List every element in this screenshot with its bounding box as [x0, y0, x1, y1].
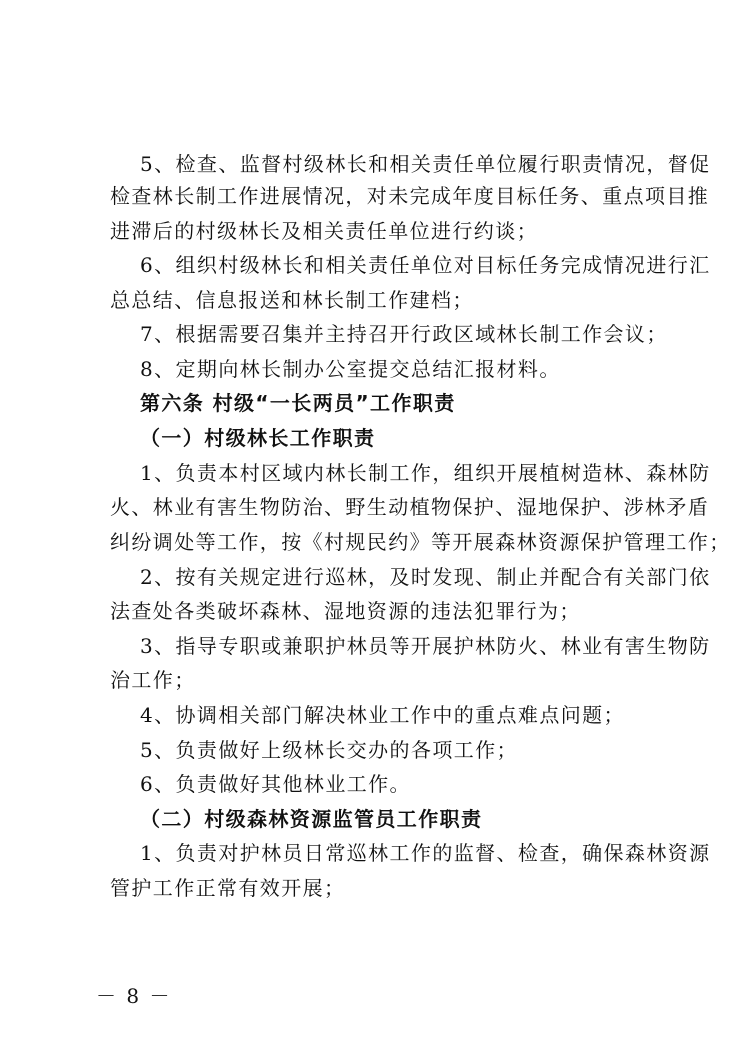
paragraph-line: 5、检查、监督村级林长和相关责任单位履行职责情况，督促	[140, 152, 711, 176]
paragraph-line: 1、负责对护林员日常巡林工作的监督、检查，确保森林资源	[140, 841, 711, 865]
paragraph-line: 检查林长制工作进展情况，对未完成年度目标任务、重点项目推	[110, 184, 710, 208]
paragraph-line: 3、指导专职或兼职护林员等开展护林防火、林业有害生物防	[140, 634, 711, 658]
paragraph-line: 治工作；	[110, 668, 196, 692]
paragraph-line: 法查处各类破坏森林、湿地资源的违法犯罪行为；	[110, 599, 581, 623]
paragraph-line: 进滞后的村级林长及相关责任单位进行约谈；	[110, 219, 538, 243]
paragraph-line: 纠纷调处等工作，按《村规民约》等开展森林资源保护管理工作；	[110, 530, 731, 554]
section-heading: （一）村级林长工作职责	[140, 426, 376, 450]
paragraph-line: 火、林业有害生物防治、野生动植物保护、湿地保护、涉林矛盾	[110, 495, 710, 519]
paragraph-line: 7、根据需要召集并主持召开行政区域林长制工作会议；	[140, 322, 668, 346]
article-heading: 第六条 村级“一长两员”工作职责	[140, 391, 456, 415]
page-number: － 8 －	[96, 984, 172, 1008]
paragraph-line: 8、定期向林长制办公室提交总结汇报材料。	[140, 357, 561, 381]
paragraph-line: 4、协调相关部门解决林业工作中的重点难点问题；	[140, 703, 625, 727]
paragraph-line: 5、负责做好上级林长交办的各项工作；	[140, 738, 518, 762]
paragraph-line: 6、负责做好其他林业工作。	[140, 772, 411, 796]
paragraph-line: 2、按有关规定进行巡林，及时发现、制止并配合有关部门依	[140, 565, 711, 589]
paragraph-line: 管护工作正常有效开展；	[110, 876, 346, 900]
paragraph-line: 总总结、信息报送和林长制工作建档；	[110, 288, 474, 312]
paragraph-line: 6、组织村级林长和相关责任单位对目标任务完成情况进行汇	[140, 253, 711, 277]
section-heading: （二）村级森林资源监管员工作职责	[140, 807, 483, 831]
paragraph-line: 1、负责本村区域内林长制工作，组织开展植树造林、森林防	[140, 461, 711, 485]
